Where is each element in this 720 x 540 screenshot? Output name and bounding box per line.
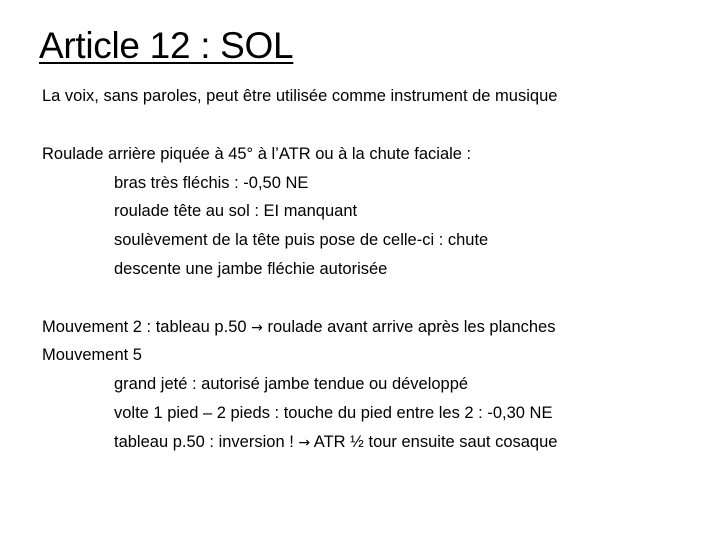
mouvement-5-heading: Mouvement 5 [42, 346, 142, 364]
section1-item-4: descente une jambe fléchie autorisée [114, 260, 388, 278]
section2-item-1: grand jeté : autorisé jambe tendue ou développé [114, 375, 469, 393]
section2-item-3 [114, 431, 557, 454]
section1-heading: Roulade arrière piquée à 45° à l’ATR ou à la chute faciale : [42, 145, 472, 163]
section1-item-2: roulade tête au sol : EI manquant [114, 202, 358, 220]
section2-item-3-text: tableau p.50 : inversion ! [114, 433, 299, 451]
section2-item-2: volte 1 pied – 2 pieds : touche du pied entre les 2 : -0,30 NE [114, 404, 553, 422]
mouvement-2-text: Mouvement 2 : tableau p.50 [42, 318, 247, 336]
right-arrow-icon: → [251, 320, 263, 336]
section1-item-3: soulèvement de la tête puis pose de celle-ci : chute [114, 231, 489, 249]
mouvement-2-line [42, 316, 555, 339]
slide-title: Article 12 : SOL [39, 25, 294, 66]
intro-text: La voix, sans paroles, peut être utilisée comme instrument de musique [42, 87, 558, 105]
mouvement-2-detail: roulade avant arrive après les planches [262, 318, 556, 336]
right-arrow-icon: → [298, 435, 311, 451]
section2-item-3-detail: ATR ½ tour ensuite saut cosaque [310, 433, 558, 451]
section1-item-1: bras très fléchis : -0,50 NE [114, 174, 309, 192]
